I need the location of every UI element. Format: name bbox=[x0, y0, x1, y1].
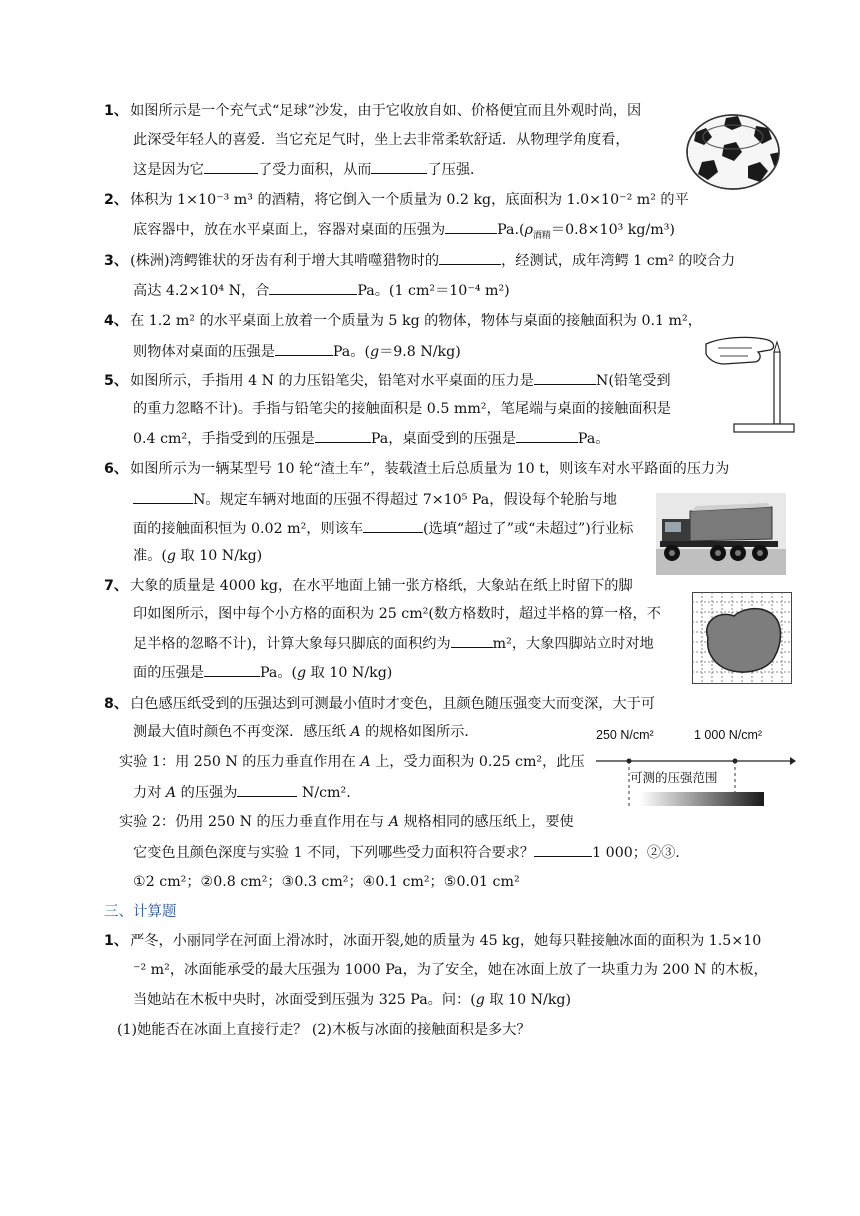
q8-line2: 测最大值时颜色不再变深．感压纸 A 的规格如图所示． bbox=[133, 724, 479, 740]
q7-line4: 面的压强是 Pa。(g 取 10 N/kg) bbox=[133, 662, 392, 683]
q6-line1: 6、 如图所示为一辆某型号 10 轮“渣土车”，装载渣土后总质量为 10 t，则该车对水平路面的压力为 bbox=[104, 461, 730, 477]
q6-line3: 面的接触面积恒为 0.02 m²，则该车 (选填“超过了”或“未超过”)行业标 bbox=[133, 518, 633, 539]
q8-blank-1[interactable] bbox=[237, 782, 297, 797]
q4-line1: 4、 在 1.2 m² 的水平桌面上放着一个质量为 5 kg 的物体，物体与桌面的接触面积为 0.1 m²， bbox=[104, 313, 702, 329]
q3-line1: 3、 (株洲)湾鳄锥状的牙齿有利于增大其啃噬猎物时的 ，经测试，成年湾鳄 1 cm² 的咬合力 bbox=[104, 250, 735, 271]
q8-options: ①2 cm²；②0.8 cm²；③0.3 cm²；④0.1 cm²；⑤0.01 cm² bbox=[133, 874, 520, 890]
q5-blank-2[interactable] bbox=[315, 428, 371, 443]
q1-line2: 此深受年轻人的喜爱．当它充足气时，坐上去非常柔软舒适．从物理学角度看， bbox=[133, 132, 630, 148]
q6-blank-1[interactable] bbox=[133, 489, 193, 504]
q1-line3: 这是因为它 了受力面积，从而 了压强． bbox=[133, 159, 484, 180]
range-min-label: 250 N/cm² bbox=[596, 728, 654, 742]
q7-line1: 7、 大象的质量是 4000 kg，在水平地面上铺一张方格纸，大象站在纸上时留下的脚 bbox=[104, 578, 633, 594]
calc1-subquestions: (1)她能否在冰面上直接行走？ (2)木板与冰面的接触面积是多大？ bbox=[117, 1022, 531, 1038]
q8-exp2-line1: 实验 2：仍用 250 N 的压力垂直作用在与 A 规格相同的感压纸上，要使 bbox=[119, 814, 574, 830]
calc1-line3: 当她站在木板中央时，冰面受到压强为 325 Pa。问：(g 取 10 N/kg) bbox=[133, 992, 572, 1008]
q7-blank-1[interactable] bbox=[451, 633, 493, 648]
q7-line3: 足半格的忽略不计)，计算大象每只脚底的面积约为 m²，大象四脚站立时对地 bbox=[133, 633, 654, 654]
q5-blank-3[interactable] bbox=[516, 428, 578, 443]
q4-blank[interactable] bbox=[275, 341, 333, 356]
q6-line2: N。规定车辆对地面的压强不得超过 7×10⁵ Pa，假设每个轮胎与地 bbox=[133, 489, 617, 510]
calc1-line1: 1、 严冬，小丽同学在河面上滑冰时，冰面开裂,她的质量为 45 kg，她每只鞋接触冰面的面积为 1.5×10 bbox=[104, 933, 762, 949]
q5-line1: 5、 如图所示，手指用 4 N 的力压铅笔尖，铅笔对水平桌面的压力是 N(铅笔受到 bbox=[104, 370, 671, 391]
calc1-line2: ⁻² m²，冰面能承受的最大压强为 1000 Pa，为了安全，她在冰面上放了一块重力为 200 N 的木板， bbox=[133, 962, 768, 978]
q5-line2: 的重力忽略不计)。手指与铅笔尖的接触面积是 0.5 mm²，笔尾端与桌面的接触面积是 bbox=[133, 401, 671, 417]
pencil-press-image bbox=[704, 334, 796, 440]
q3-line2: 高达 4.2×10⁴ N，合 Pa。(1 cm²＝10⁻⁴ m²) bbox=[133, 280, 510, 301]
q1-number: 1、 bbox=[104, 103, 129, 119]
q5-line3: 0.4 cm²，手指受到的压强是 Pa，桌面受到的压强是 Pa。 bbox=[133, 428, 609, 449]
range-caption: 可测的压强范围 bbox=[630, 770, 718, 785]
q8-answer: 1 000；②③. bbox=[592, 845, 680, 861]
q8-line1: 8、 白色感压纸受到的压强达到可测最小值时才变色，且颜色随压强变大而变深，大于可 bbox=[104, 696, 656, 712]
q8-blank-2[interactable] bbox=[534, 842, 592, 857]
q4-line2: 则物体对桌面的压强是 Pa。(g＝9.8 N/kg) bbox=[133, 341, 461, 362]
q8-exp1-line1: 实验 1：用 250 N 的压力垂直作用在 A 上，受力面积为 0.25 cm²，此压 bbox=[119, 754, 585, 770]
q1-line1: 1、 如图所示是一个充气式“足球”沙发，由于它收放自如、价格便宜而且外观时尚，因 bbox=[104, 103, 642, 119]
q1-blank-1[interactable] bbox=[204, 159, 258, 174]
q2-line2: 底容器中，放在水平桌面上，容器对桌面的压强为 $Pa.(\rho_{酒精}=0.8\times 10^3$ kg/m³) bbox=[133, 219, 675, 246]
q6-line4: 准。(g 取 10 N/kg) bbox=[133, 548, 263, 564]
dump-truck-image bbox=[656, 493, 786, 579]
q2-line1: 2、 体积为 1×10⁻³ m³ 的酒精，将它倒入一个质量为 0.2 kg，底面积为 1.0×10⁻² m² 的平 bbox=[104, 192, 689, 208]
q3-blank-2[interactable] bbox=[269, 280, 357, 295]
q1-blank-2[interactable] bbox=[371, 159, 427, 174]
q3-blank-1[interactable] bbox=[439, 250, 501, 265]
pressure-range-figure bbox=[596, 726, 796, 812]
q5-blank-1[interactable] bbox=[534, 370, 596, 385]
q6-blank-2[interactable] bbox=[363, 518, 423, 533]
range-max-label: 1 000 N/cm² bbox=[694, 728, 763, 742]
football-sofa-image bbox=[684, 100, 782, 196]
section-title-calculation: 三、计算题 bbox=[104, 904, 177, 920]
q8-exp1-line2: 力对 A 的压强为 N/cm². bbox=[133, 782, 351, 803]
q7-line2: 印如图所示，图中每个小方格的面积为 25 cm²(数方格数时，超过半格的算一格，不 bbox=[133, 606, 661, 622]
q2-blank[interactable] bbox=[445, 219, 497, 234]
q7-blank-2[interactable] bbox=[204, 662, 260, 677]
footprint-grid-image bbox=[692, 592, 792, 688]
q8-exp2-line2: 它变色且颜色深度与实验 1 不同，下列哪些受力面积符合要求？ 1 000；②③. bbox=[133, 842, 680, 863]
